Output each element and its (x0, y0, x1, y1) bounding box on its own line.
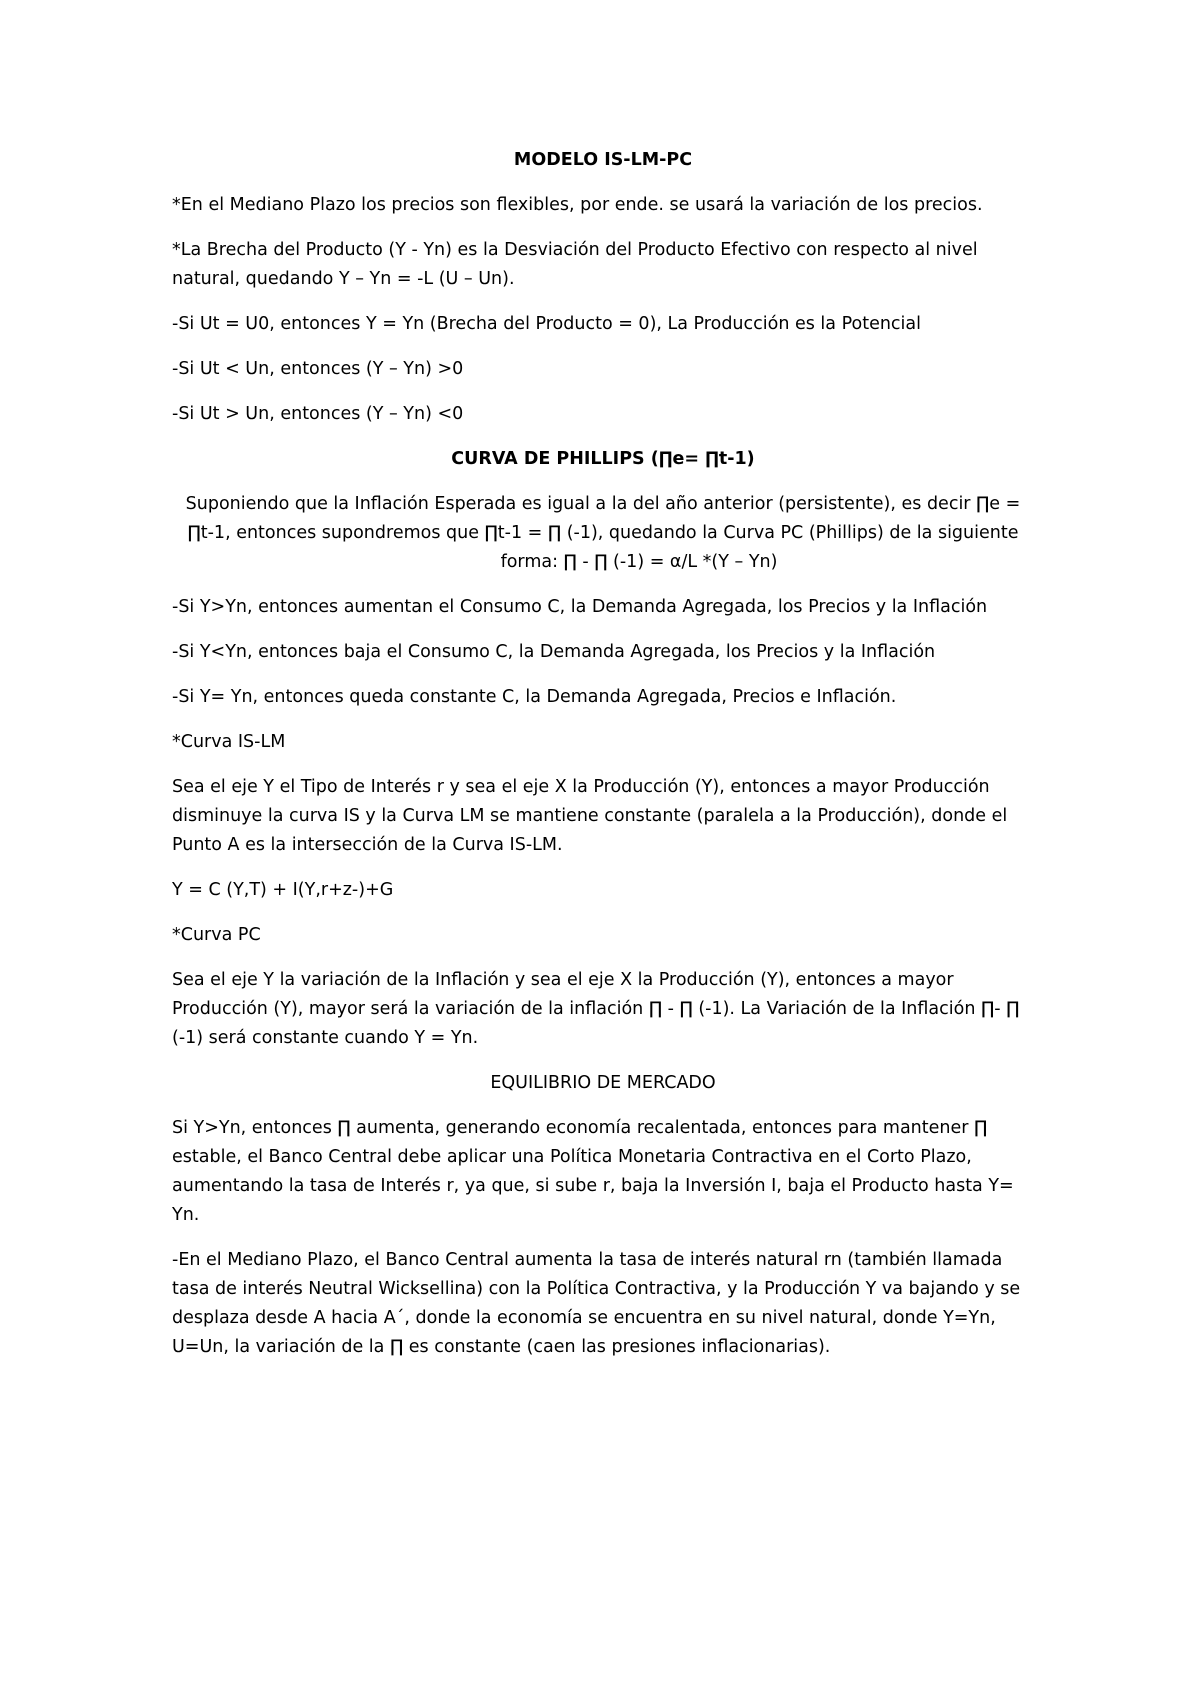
paragraph-is-lm-explicacion: Sea el eje Y el Tipo de Interés r y sea el eje X la Producción (Y), entonces a mayor Producción disminuye la curva IS y la Curva LM se mantiene constante (paralela a la Producción), donde el Punto A es la intersección de la Curva IS-LM. (172, 777, 1008, 855)
paragraph-y-igual-yn: -Si Y= Yn, entonces queda constante C, la Demanda Agregada, Precios e Inflación. (172, 687, 897, 707)
paragraph-y-mayor-yn: -Si Y>Yn, entonces aumentan el Consumo C, la Demanda Agregada, los Precios y la Inflación (172, 597, 988, 617)
document-title: MODELO IS-LM-PC (513, 150, 693, 170)
paragraph-mediano-plazo: -En el Mediano Plazo, el Banco Central aumenta la tasa de interés natural rn (también llamada tasa de interés Neutral Wicksellina) con la Política Contractiva, y la Producción Y va bajando y se desplaza desde A hacia A´, donde la economía se encuentra en su nivel natural, donde Y=Yn, U=Un, la variación de la ∏ es constante (caen las presiones inflacionarias). (172, 1250, 1021, 1357)
paragraph-corto-plazo: Si Y>Yn, entonces ∏ aumenta, generando economía recalentada, entonces para mantener ∏ estable, el Banco Central debe aplicar una Política Monetaria Contractiva en el Corto Plazo, aumentando la tasa de Interés r, ya que, si sube r, baja la Inversión I, baja el Producto hasta Y= Yn. (172, 1118, 1014, 1225)
heading-curva-phillips: CURVA DE PHILLIPS (∏e= ∏t-1) (451, 449, 755, 469)
paragraph-ut-igual-u0: -Si Ut = U0, entonces Y = Yn (Brecha del Producto = 0), La Producción es la Potencial (172, 314, 922, 334)
subheading-curva-pc: *Curva PC (172, 925, 261, 945)
paragraph-precios-flexibles: *En el Mediano Plazo los precios son flexibles, por ende. se usará la variación de los precios. (172, 195, 983, 215)
paragraph-inflacion-esperada-line-1: Suponiendo que la Inflación Esperada es igual a la del año anterior (persistente), es decir ∏e = (185, 494, 1021, 514)
is-equation: Y = C (Y,T) + I(Y,r+z-)+G (172, 880, 394, 900)
document-body (172, 146, 1034, 1378)
paragraph-brecha-producto: *La Brecha del Producto (Y - Yn) es la Desviación del Producto Efectivo con respecto al nivel natural, quedando Y – Yn = -L (U – Un). (172, 240, 978, 289)
subheading-curva-is-lm: *Curva IS-LM (172, 732, 286, 752)
paragraph-pc-explicacion: Sea el eje Y la variación de la Inflación y sea el eje X la Producción (Y), entonces a mayor Producción (Y), mayor será la variación de la inflación ∏ - ∏ (-1). La Variación de la Inflación ∏- ∏ (-1) será constante cuando Y = Yn. (172, 970, 1020, 1048)
paragraph-inflacion-esperada (172, 490, 1034, 577)
heading-equilibrio-mercado: EQUILIBRIO DE MERCADO (490, 1073, 716, 1093)
paragraph-ut-mayor-un: -Si Ut > Un, entonces (Y – Yn) <0 (172, 404, 464, 424)
paragraph-y-menor-yn: -Si Y<Yn, entonces baja el Consumo C, la Demanda Agregada, los Precios y la Inflación (172, 642, 936, 662)
phillips-equation: forma: ∏ - ∏ (-1) = α/L *(Y – Yn) (500, 552, 778, 572)
paragraph-inflacion-esperada-line-2: ∏t-1, entonces supondremos que ∏t-1 = ∏ (-1), quedando la Curva PC (Phillips) de la siguiente (187, 523, 1019, 543)
paragraph-ut-menor-un: -Si Ut < Un, entonces (Y – Yn) >0 (172, 359, 464, 379)
